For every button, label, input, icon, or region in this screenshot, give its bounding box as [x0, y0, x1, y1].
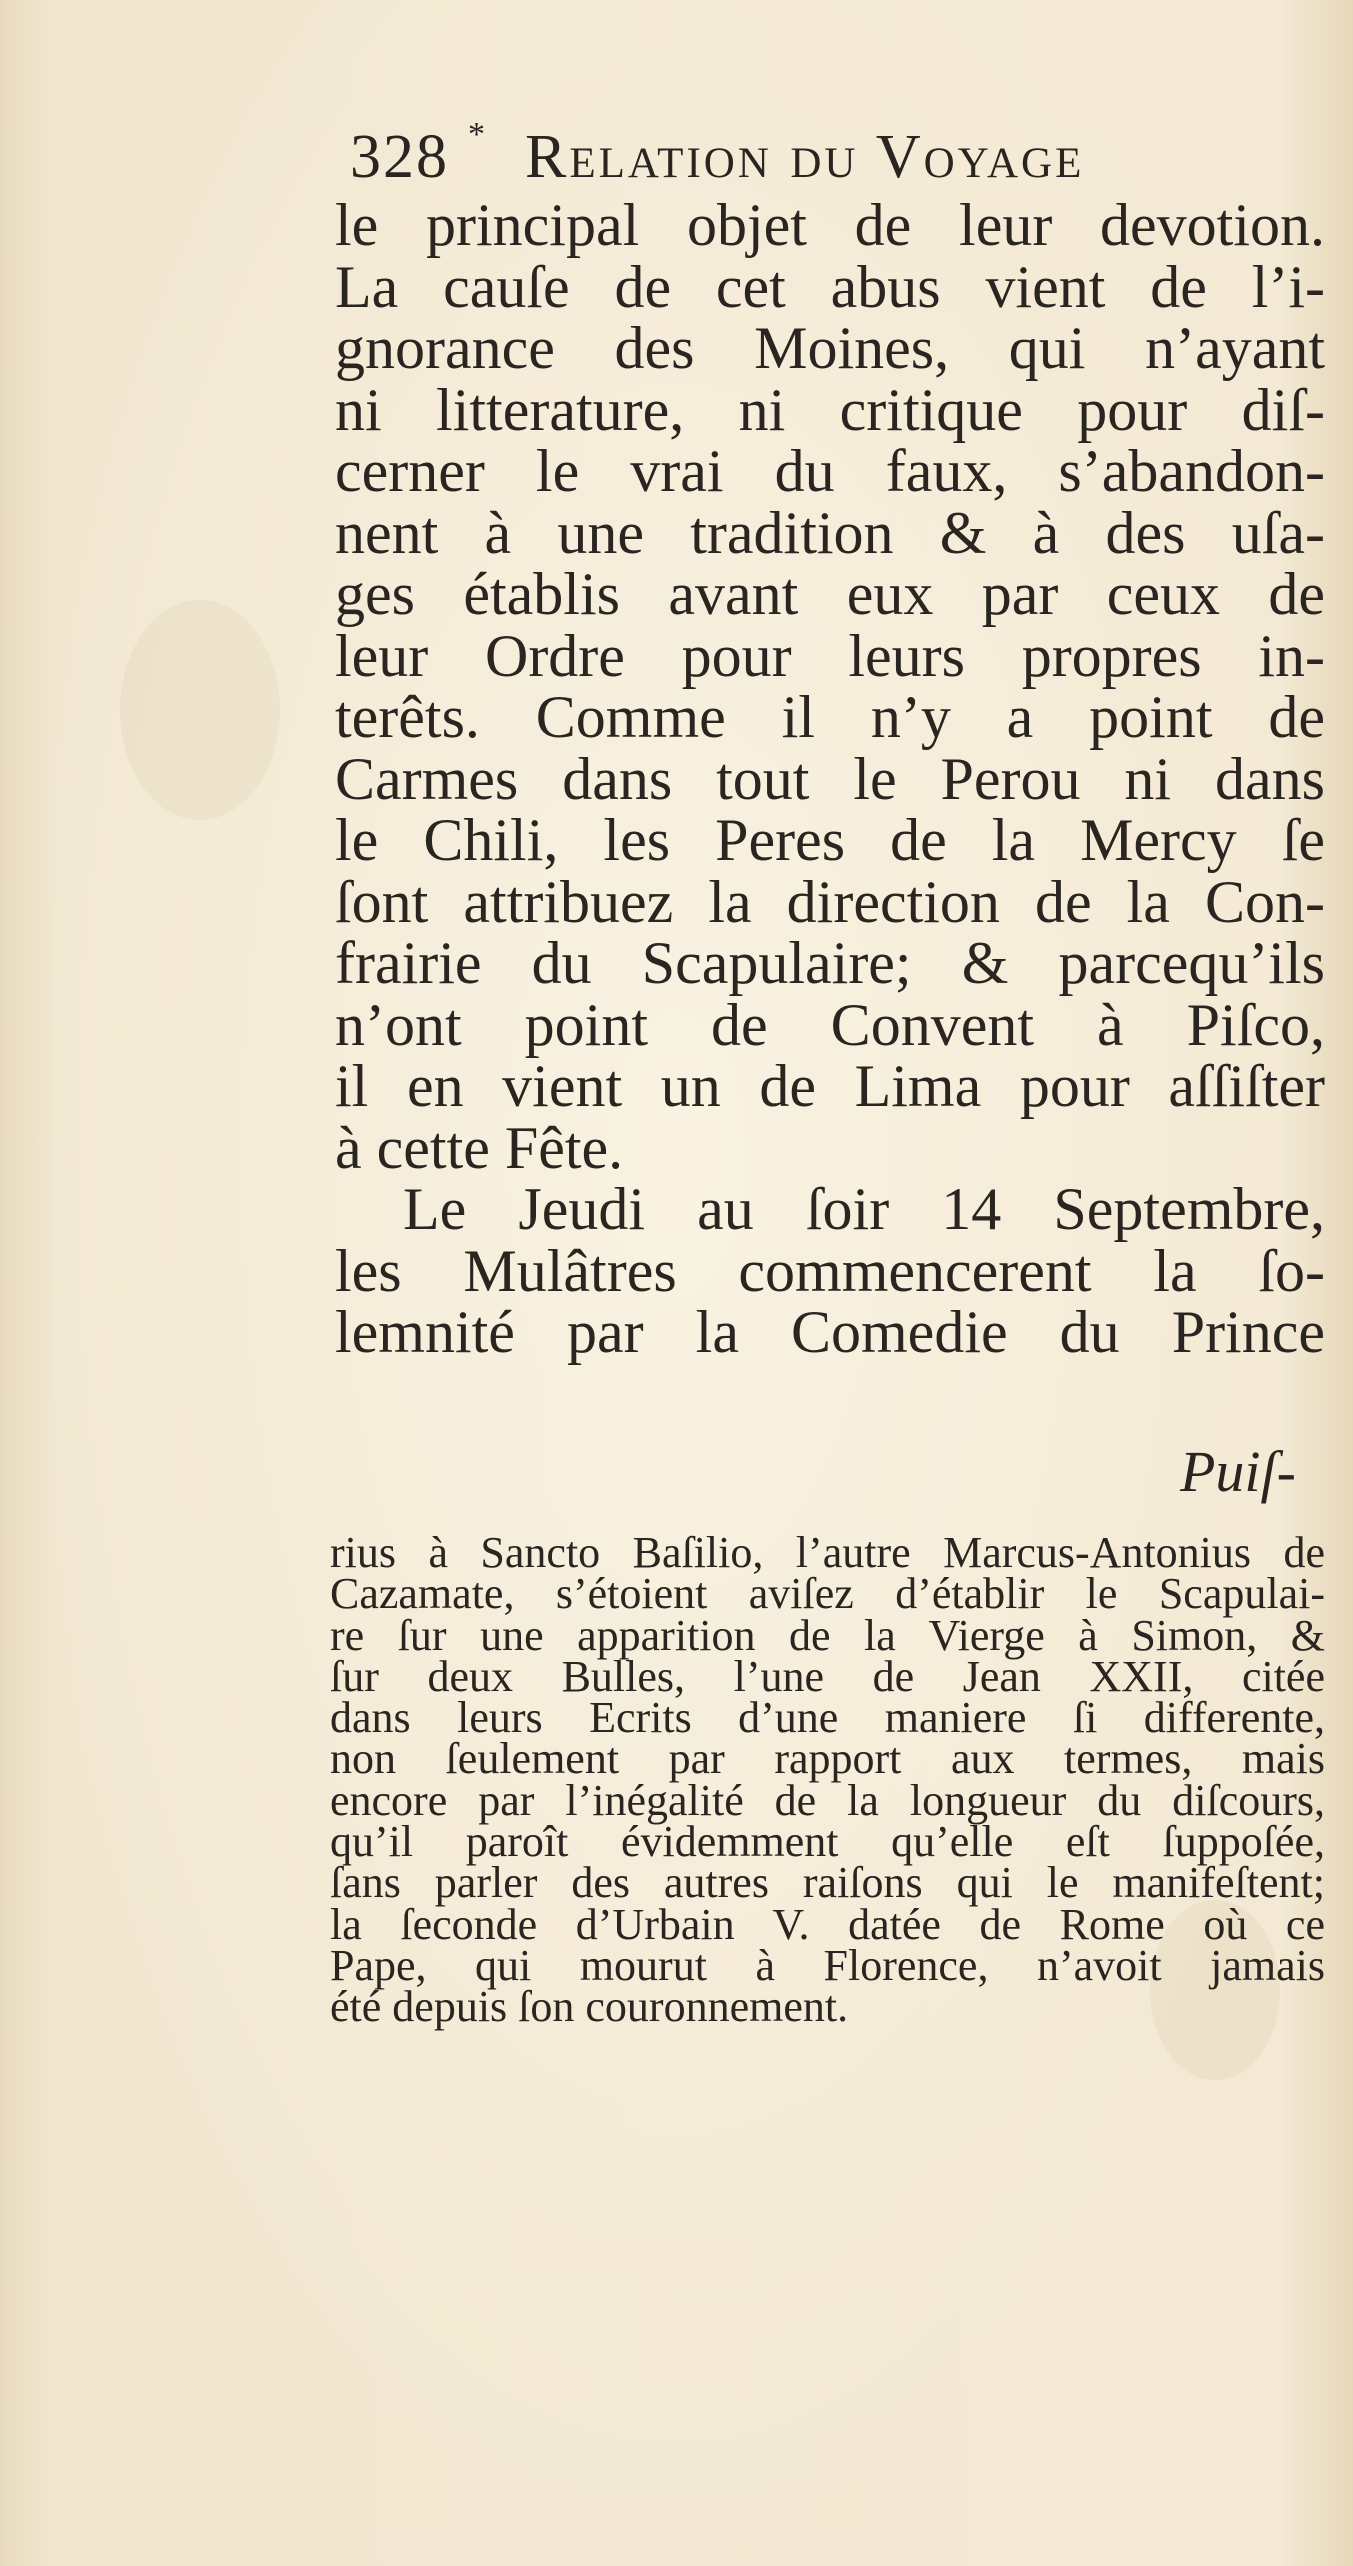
text-line: il en vient un de Lima pour aſſiſter: [335, 1053, 1325, 1119]
footnote-line: qu’il paroît évidemment qu’elle eſt ſuppoſée,: [330, 1817, 1325, 1867]
text-line: les Mulâtres commencerent la ſo-: [335, 1237, 1325, 1304]
text-line: nent à une tradition & à des uſa-: [335, 499, 1325, 566]
signature-mark: *: [468, 116, 487, 153]
footnote-line: été depuis ſon couronnement.: [330, 1982, 849, 2032]
text-line: le Chili, les Peres de la Mercy ſe: [335, 807, 1325, 873]
text-line: leur Ordre pour leurs propres in-: [335, 622, 1325, 689]
footnote-line: la ſeconde d’Urbain V. datée de Rome où ce: [330, 1899, 1325, 1949]
text-line: à cette Fête.: [335, 1114, 624, 1181]
footnote-line: ſans parler des autres raiſons qui le manifeſtent;: [330, 1858, 1325, 1908]
text-line: ges établis avant eux par ceux de: [335, 561, 1325, 627]
text-line: gnorance des Moines, qui n’ayant: [335, 315, 1325, 381]
text-line: n’ont point de Convent à Piſco,: [335, 991, 1325, 1058]
footnote-line: non ſeulement par rapport aux termes, mais: [330, 1734, 1325, 1784]
text-line: cerner le vrai du faux, s’abandon-: [335, 438, 1325, 504]
page-number: 328: [350, 123, 449, 191]
text-line: Carmes dans tout le Perou ni dans: [335, 745, 1325, 812]
main-text: [335, 192, 1325, 1365]
page-header: [350, 116, 1280, 202]
paper-stain: [120, 600, 280, 820]
footnote-line: Pape, qui mourut à Florence, n’avoit jamais: [330, 1940, 1325, 1990]
footnote-line: Cazamate, s’étoient aviſez d’établir le Scapulai-: [330, 1569, 1325, 1619]
text-line: La cauſe de cet abus vient de l’i-: [335, 253, 1325, 320]
footnote-line: re ſur une apparition de la Vierge à Simon, &: [330, 1610, 1325, 1660]
text-line: le principal objet de leur devotion.: [335, 192, 1325, 258]
text-line: lemnité par la Comedie du Prince: [335, 1299, 1325, 1365]
footnote-line: encore par l’inégalité de la longueur du diſcours,: [330, 1775, 1325, 1825]
catchword: Puiſ-: [1180, 1439, 1296, 1504]
text-line: Le Jeudi au ſoir 14 Septembre,: [403, 1176, 1325, 1242]
text-line: ſont attribuez la direction de la Con-: [335, 868, 1325, 935]
text-line: frairie du Scapulaire; & parcequ’ils: [335, 930, 1325, 996]
text-line: ni litterature, ni critique pour diſ-: [335, 376, 1325, 443]
running-title: Relation du Voyage: [525, 123, 1085, 191]
footnote-line: ſur deux Bulles, l’une de Jean XXII, citée: [330, 1651, 1325, 1701]
footnote-line: dans leurs Ecrits d’une maniere ſi differente,: [330, 1693, 1325, 1743]
footnote: [330, 1528, 1325, 2032]
text-line: terêts. Comme il n’y a point de: [335, 684, 1325, 750]
footnote-line: rius à Sancto Baſilio, l’autre Marcus-Antonius de: [330, 1528, 1325, 1577]
